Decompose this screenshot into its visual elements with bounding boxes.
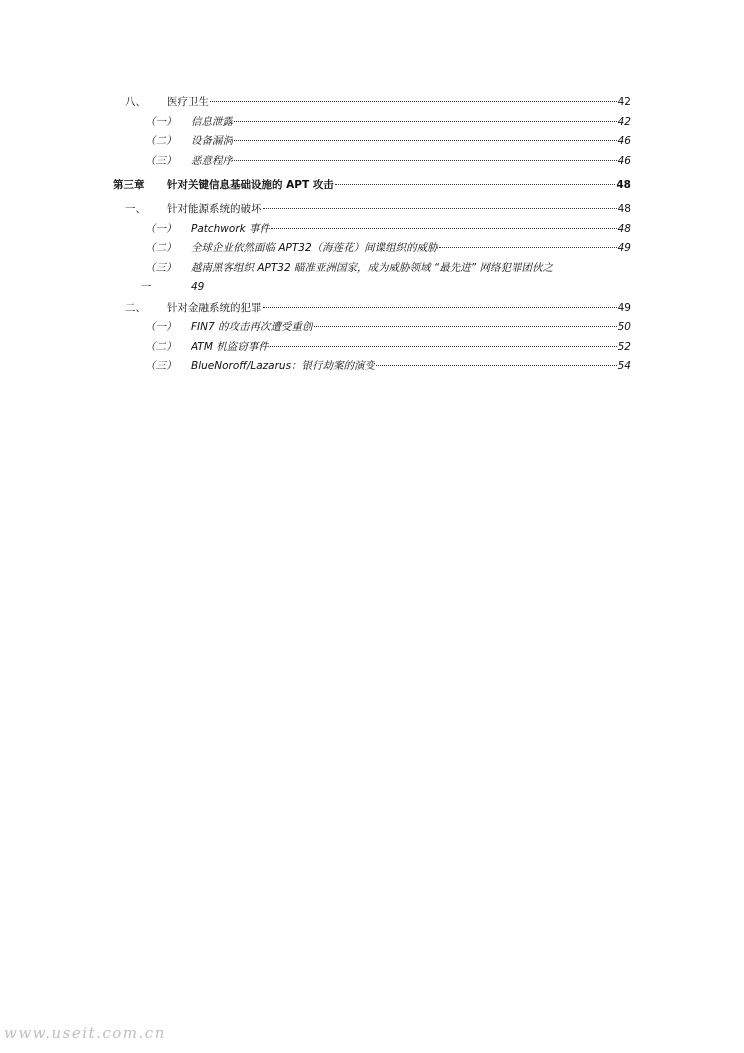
- toc-entry-number: （三）: [145, 261, 177, 274]
- toc-entry-number: （二）: [145, 242, 177, 254]
- toc-entry-number: （一）: [145, 115, 177, 128]
- dot-leader: [263, 307, 617, 308]
- toc-entry-title: 医疗卫生: [167, 96, 209, 108]
- toc-entry-title: Patchwork 事件: [191, 222, 271, 235]
- dot-leader: [271, 228, 617, 229]
- watermark: www.useit.com.cn: [4, 1024, 166, 1042]
- dot-leader: [376, 365, 617, 366]
- toc-entry-page: 42: [617, 115, 631, 128]
- toc-entry-ch3-2[interactable]: [113, 299, 631, 319]
- toc-entry-page: 48: [617, 222, 631, 235]
- dot-leader: [234, 160, 617, 161]
- toc-entry-ch3-1-1[interactable]: [113, 220, 631, 240]
- toc-entry-ch3-2-1[interactable]: [113, 318, 631, 338]
- dot-leader: [439, 247, 617, 248]
- toc-entry-number: （二）: [145, 340, 177, 353]
- toc-entry-page: 46: [617, 154, 631, 167]
- dot-leader: [234, 121, 617, 122]
- toc-entry-page: 50: [617, 321, 631, 333]
- toc-entry-number: （三）: [145, 360, 177, 372]
- dot-leader: [270, 346, 617, 347]
- toc-entry-title: 针对金融系统的犯罪: [167, 301, 262, 314]
- toc-entry-number: （二）: [145, 135, 177, 147]
- toc-entry-number: 一、: [125, 203, 146, 215]
- toc-entry-sec8-3[interactable]: [113, 152, 631, 172]
- toc-entry-title: 恶意程序: [191, 154, 233, 167]
- toc-entry-page: 52: [617, 340, 631, 353]
- toc-entry-ch3-2-3[interactable]: [113, 357, 631, 377]
- toc-entry-title: 针对关键信息基础设施的 APT 攻击: [167, 179, 334, 191]
- toc-entry-page: 49: [617, 242, 631, 254]
- dot-leader: [234, 140, 617, 141]
- toc-entry-page: 49: [617, 301, 631, 314]
- toc-entry-title: ATM 机盗窃事件: [191, 340, 269, 353]
- toc-entry-number: （三）: [145, 154, 177, 167]
- toc-entry-page: 49: [191, 281, 205, 293]
- toc-entry-number: 八、: [125, 96, 146, 108]
- dot-leader: [335, 184, 616, 185]
- toc-entry-title: 越南黑客组织 APT32 瞄准亚洲国家，成为威胁领域 “最先进” 网络犯罪团伙之: [191, 261, 554, 274]
- toc-entry-title: 设备漏洞: [191, 135, 233, 147]
- toc-entry-title: 信息泄露: [191, 115, 233, 128]
- dot-leader: [263, 208, 617, 209]
- toc-entry-page: 54: [617, 360, 631, 372]
- toc-entry-title: BlueNoroff/Lazarus：银行劫案的演变: [191, 360, 376, 372]
- toc-entry-number: 第三章: [113, 179, 145, 191]
- toc-entry-sec8-2[interactable]: [113, 132, 631, 152]
- toc-entry-page: 46: [617, 135, 631, 147]
- toc-entry-ch3-1[interactable]: [113, 200, 631, 220]
- toc-entry-number: （一）: [145, 222, 177, 235]
- table-of-contents: [113, 92, 631, 377]
- toc-entry-page: 42: [617, 96, 631, 108]
- toc-entry-title: 针对能源系统的破坏: [167, 203, 262, 215]
- dot-leader: [314, 326, 617, 327]
- toc-entry-sec8[interactable]: [113, 93, 631, 113]
- toc-entry-ch3-1-2[interactable]: [113, 239, 631, 259]
- toc-entry-number: 二、: [125, 301, 146, 314]
- toc-entry-chapter3[interactable]: [113, 171, 631, 199]
- toc-entry-ch3-1-3[interactable]: [113, 259, 631, 298]
- toc-entry-title: FIN7 的攻击再次遭受重创: [191, 321, 313, 333]
- toc-entry-number: （一）: [145, 321, 177, 333]
- toc-entry-page: 48: [617, 203, 631, 215]
- toc-entry-title-continuation: 一: [141, 281, 152, 293]
- toc-entry-ch3-2-2[interactable]: [113, 338, 631, 358]
- toc-entry-title: 全球企业依然面临 APT32（海莲花）间谍组织的威胁: [191, 242, 438, 254]
- dot-leader: [210, 101, 617, 102]
- toc-entry-page: 48: [616, 179, 631, 191]
- toc-entry-sec8-1[interactable]: [113, 113, 631, 133]
